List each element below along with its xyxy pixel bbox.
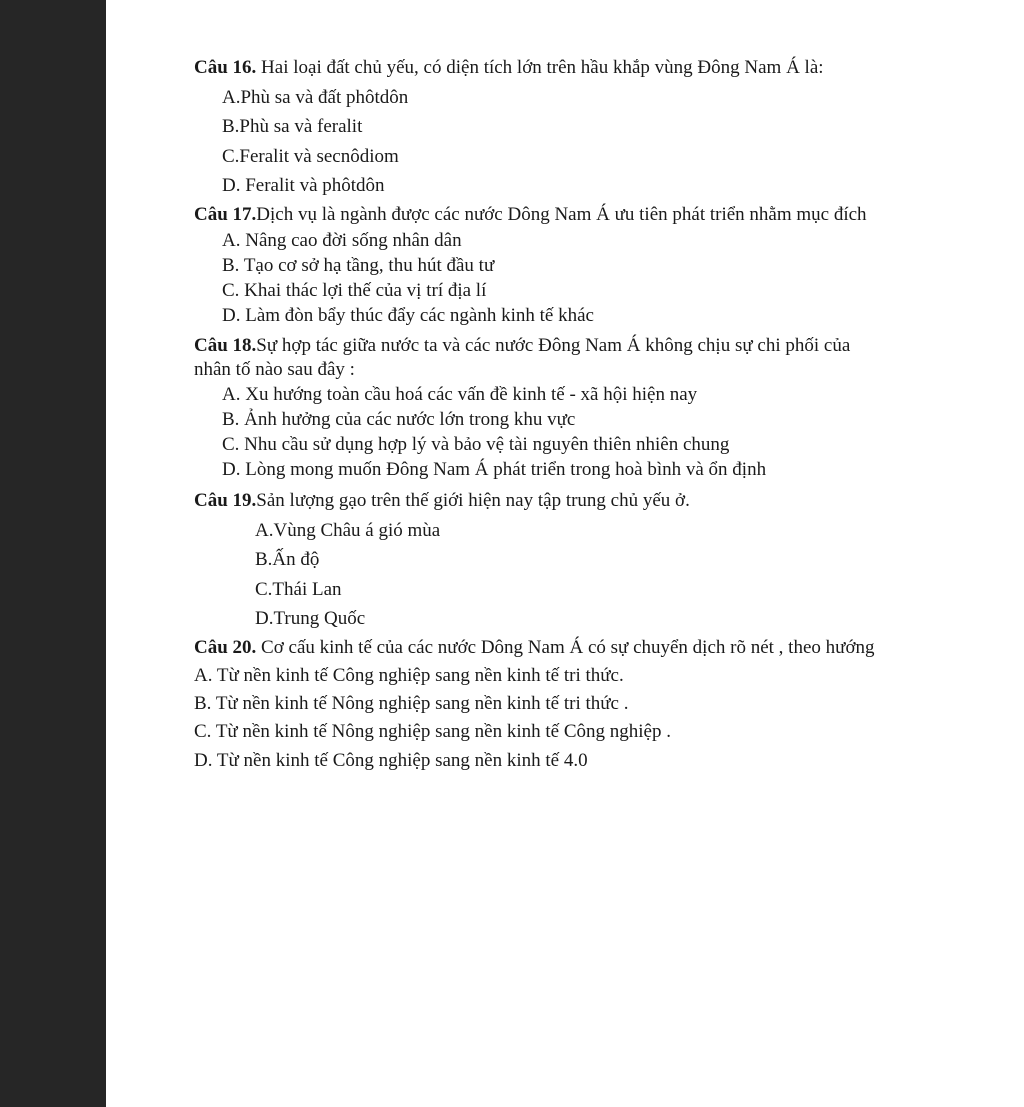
question-16-option-a: A.Phù sa và đất phôtdôn [222, 87, 409, 108]
question-18-option-d: D. Lòng mong muốn Đông Nam Á phát triển trong hoà bình và ổn định [222, 459, 767, 480]
question-18-option-a: A. Xu hướng toàn cầu hoá các vấn đề kinh tế - xã hội hiện nay [222, 384, 698, 405]
question-16-option-b: B.Phù sa và feralit [222, 116, 363, 137]
question-18-number: Câu 18. [194, 335, 257, 356]
question-17-stem [194, 203, 867, 227]
question-20-option-c: C. Từ nền kinh tế Nông nghiệp sang nền kinh tế Công nghiệp . [194, 721, 671, 742]
question-20-option-d: D. Từ nền kinh tế Công nghiệp sang nền kinh tế 4.0 [194, 750, 588, 771]
question-19-stem [194, 489, 690, 513]
question-18-stem-continued: nhân tố nào sau đây : [194, 359, 355, 380]
question-20-option-a: A. Từ nền kinh tế Công nghiệp sang nền kinh tế tri thức. [194, 665, 624, 686]
question-17-number: Câu 17. [194, 204, 257, 225]
question-18-text: Sự hợp tác giữa nước ta và các nước Đông Nam Á không chịu sự chi phối của [256, 335, 851, 356]
question-16-option-c: C.Feralit và secnôdiom [222, 146, 399, 167]
question-20-stem [194, 636, 875, 660]
question-19-option-d: D.Trung Quốc [255, 608, 366, 629]
question-17-text: Dịch vụ là ngành được các nước Dông Nam Á ưu tiên phát triển nhằm mục đích [256, 204, 867, 225]
question-19-text: Sản lượng gạo trên thế giới hiện nay tập trung chủ yếu ở. [256, 490, 690, 511]
question-20-number: Câu 20. [194, 637, 257, 658]
question-17-option-c: C. Khai thác lợi thế của vị trí địa lí [222, 280, 487, 301]
question-18-stem [194, 334, 850, 358]
question-17-option-d: D. Làm đòn bẩy thúc đẩy các ngành kinh tế khác [222, 305, 594, 326]
question-20-text: Cơ cấu kinh tế của các nước Dông Nam Á có sự chuyển dịch rõ nét , theo hướng [256, 637, 875, 658]
question-16-stem [194, 56, 824, 80]
question-18-option-c: C. Nhu cầu sử dụng hợp lý và bảo vệ tài nguyên thiên nhiên chung [222, 434, 730, 455]
question-16-number: Câu 16. [194, 57, 257, 78]
question-19-option-a: A.Vùng Châu á gió mùa [255, 520, 441, 541]
question-19-number: Câu 19. [194, 490, 257, 511]
question-18-option-b: B. Ảnh hưởng của các nước lớn trong khu vực [222, 409, 576, 430]
question-16-option-d: D. Feralit và phôtdôn [222, 175, 385, 196]
question-17-option-b: B. Tạo cơ sở hạ tầng, thu hút đầu tư [222, 255, 495, 276]
question-16-text: Hai loại đất chủ yếu, có diện tích lớn trên hầu khắp vùng Đông Nam Á là: [256, 57, 824, 78]
question-19-option-c: C.Thái Lan [255, 579, 342, 600]
question-19-option-b: B.Ấn độ [255, 549, 320, 570]
question-20-option-b: B. Từ nền kinh tế Nông nghiệp sang nền kinh tế tri thức . [194, 693, 629, 714]
question-17-option-a: A. Nâng cao đời sống nhân dân [222, 230, 462, 251]
